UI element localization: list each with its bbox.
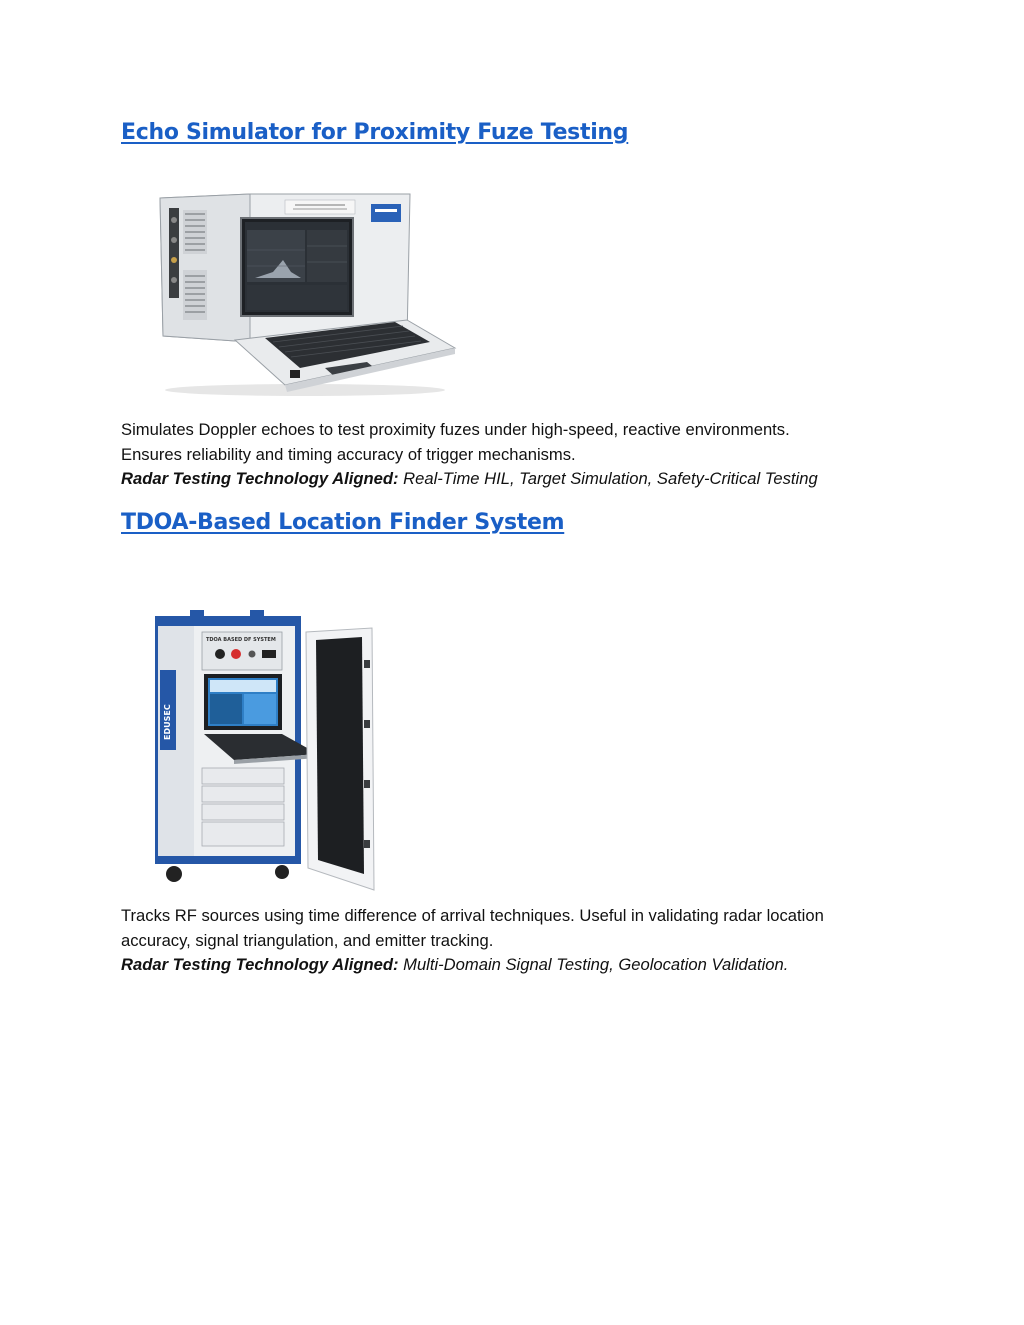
description-line: Simulates Doppler echoes to test proximity fuzes under high-speed, reactive environments.	[121, 420, 790, 439]
section-heading-tdoa-system[interactable]: TDOA-Based Location Finder System	[121, 510, 565, 535]
description-line: Ensures reliability and timing accuracy of trigger mechanisms.	[121, 444, 576, 464]
aligned-line	[121, 467, 921, 492]
aligned-line	[121, 953, 921, 978]
echo-simulator-image	[155, 190, 457, 400]
description-line: accuracy, signal triangulation, and emitter tracking.	[121, 930, 494, 950]
aligned-label: Radar Testing Technology Aligned:	[121, 469, 399, 488]
echo-simulator-description	[121, 418, 921, 492]
panel-label: TDOA BASED DF SYSTEM	[206, 637, 276, 643]
section-heading-echo-simulator[interactable]: Echo Simulator for Proximity Fuze Testing	[121, 120, 629, 145]
tdoa-system-image	[150, 610, 382, 894]
brand-label: EDUSEC	[163, 704, 172, 740]
aligned-value: Real-Time HIL, Target Simulation, Safety-Critical Testing	[403, 469, 818, 488]
description-line: Tracks RF sources using time difference of arrival techniques. Useful in validating radar location	[121, 906, 824, 925]
aligned-value: Multi-Domain Signal Testing, Geolocation Validation.	[403, 955, 789, 974]
aligned-label: Radar Testing Technology Aligned:	[121, 955, 399, 974]
tdoa-system-description	[121, 904, 921, 978]
